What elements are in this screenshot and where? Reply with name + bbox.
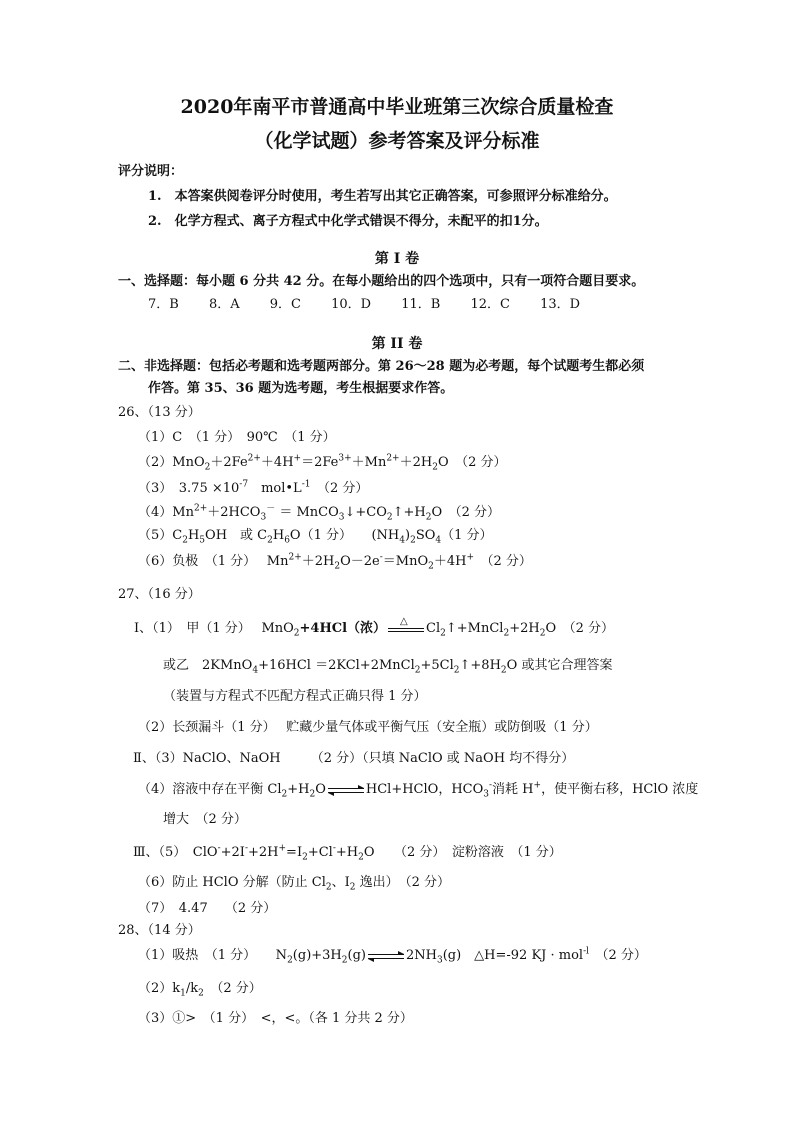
equilibrium-arrow: [328, 785, 364, 795]
q26-line-6: （6）负极 （1 分） $Mn^{2+}+2H_2O-2e^-=MnO_2+4H^+$ （2 分）: [138, 552, 532, 572]
q27-header: 27、（16 分）: [118, 587, 201, 602]
note-item: 2. 化学方程式、离子方程式中化学式错误不得分，未配平的扣1分。: [148, 214, 548, 229]
q28-line-1: （1）吸热 （1 分） $N_2(g)+3H_2(g)$ $2NH_3(g)$ △H=-92 KJ · mol$^{-l}$ （2 分）: [138, 946, 647, 966]
choice-answer: 11．B: [401, 297, 441, 312]
q27-line-10: （7） 4.47 （2 分）: [138, 901, 277, 916]
part2-description-cont: 作答。第 35、36 题为选考题，考生根据要求作答。: [148, 381, 454, 396]
q27-line-6: （4）溶液中存在平衡 $Cl_2+H_2O$ HCl+HClO，$HCO_3^-$消耗 H+，使平衡右移，HClO 浓度: [138, 780, 699, 800]
q28-line-2: $(2)k_1/k_2$ （2 分）: [138, 981, 262, 999]
q27-line-4: （2）长颈漏斗（1 分） 贮藏少量气体或平衡气压（安全瓶）或防倒吸（1 分）: [138, 720, 598, 735]
equilibrium-arrow: [368, 951, 404, 961]
choice-answer: 12．C: [470, 297, 510, 312]
part1-description: 一、选择题：每小题 6 分共 42 分。在每小题给出的四个选项中，只有一项符合题目要求。: [118, 274, 645, 289]
heat-equals-sign: △: [388, 622, 424, 636]
q26-line-4: $(4)Mn^{2+}+2HCO_3^-$ ＝ $MnCO_3↓+CO_2↑+H_2O$ （2 分）: [138, 503, 501, 523]
choice-answers: [148, 296, 606, 314]
page-subtitle: （化学试题）参考答案及评分标准: [254, 130, 540, 152]
q27-line-9: （6）防止 HClO 分解（防止 $Cl_2$、$I_2$ 逸出） （2 分）: [138, 875, 451, 893]
q26-header: 26、（13 分）: [118, 405, 201, 420]
part2-description: 二、非选择题：包括必考题和选考题两部分。第 26～28 题为必考题，每个试题考生都必须: [118, 359, 645, 374]
page-title: 2020年南平市普通高中毕业班第三次综合质量检查: [180, 96, 614, 118]
q28-header: 28、（14 分）: [118, 923, 201, 938]
choice-answer: 8．A: [208, 297, 240, 312]
q27-line-8: Ⅲ、（5） $ClO^-+2I^-+2H^+=I_2+Cl^-+H_2O$ （2 分） 淀粉溶液 （1 分）: [133, 843, 562, 863]
part2-heading: 第 II 卷: [371, 336, 423, 352]
q27-line-5: Ⅱ、（3）NaClO、NaOH （2 分）（只填 NaClO 或 NaOH 均不得分）: [133, 751, 575, 766]
q26-line-2: $(2)MnO_2+2Fe^{2+}+4H^+=2Fe^{3+}+Mn^{2+}+2H_2O$ （2 分）: [138, 453, 507, 473]
notes-heading: 评分说明：: [118, 164, 184, 179]
q27-line-1: I、（1） 甲（1 分） MnO$_2$+4HCl（浓） △ $Cl_2↑+MnCl_2+2H_2O$ （2 分）: [134, 615, 615, 639]
choice-answer: 7．B: [148, 297, 179, 312]
q27-line-3: （装置与方程式不匹配方程式正确只得 1 分）: [163, 689, 427, 704]
q26-line-5: $(5)C_2H_5OH$ 或 $C_2H_6O(1$ 分） $(NH_4)_2SO_4(1$ 分）: [138, 528, 493, 546]
choice-answer: 10．D: [331, 297, 372, 312]
choice-answer: 9．C: [269, 297, 301, 312]
part1-heading: 第 I 卷: [374, 251, 420, 267]
note-item: 1. 本答案供阅卷评分时使用，考生若写出其它正确答案，可参照评分标准给分。: [148, 189, 617, 204]
q26-line-3: （3） $3.75 \times 10^{-7}$ $mol•L^{-1}$ （2 分）: [138, 479, 369, 496]
q28-line-3: （3）①> （1 分） <，<。（各 1 分共 2 分）: [138, 1011, 413, 1026]
q27-line-2: 或乙 2KMnO$_4$+16HCl $=2KCl+2MnCl_2+5Cl_2↑+8H_2O$ 或其它合理答案: [163, 658, 613, 676]
q27-line-7: 增大 （2 分）: [163, 812, 247, 827]
q26-line-1: （1）C （1 分） 90℃ （1 分）: [138, 430, 336, 445]
choice-answer: 13．D: [540, 297, 581, 312]
